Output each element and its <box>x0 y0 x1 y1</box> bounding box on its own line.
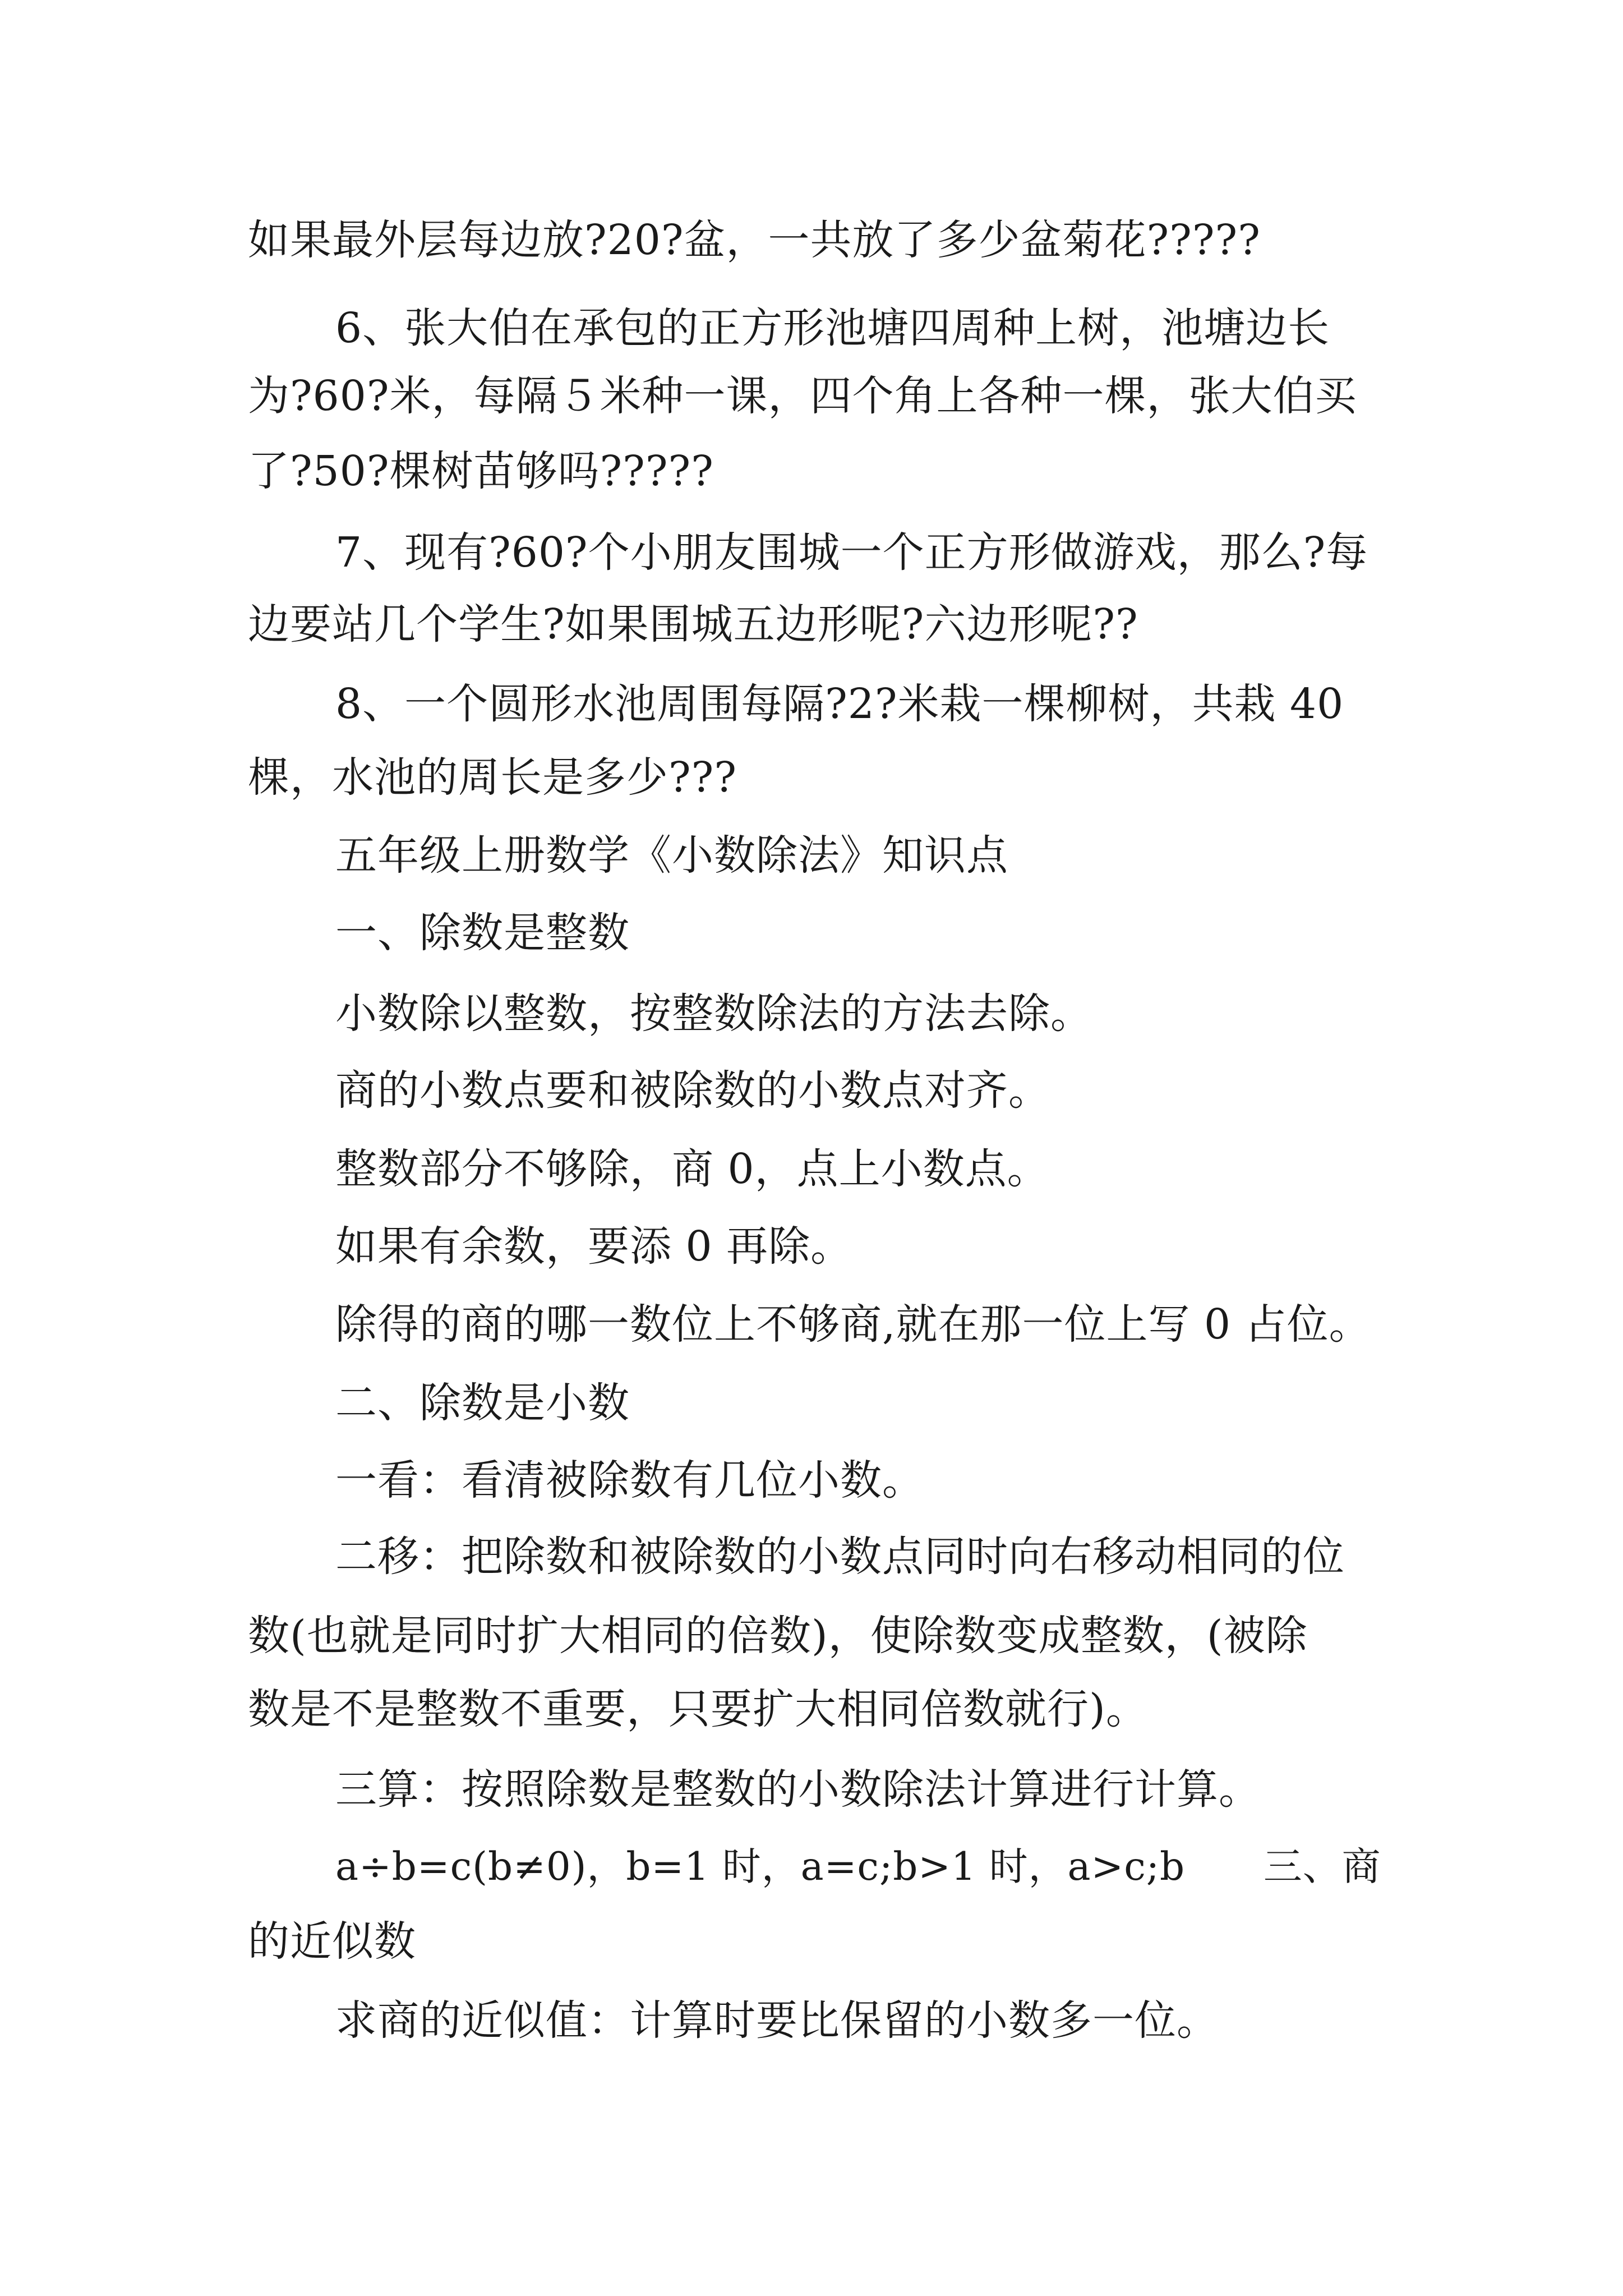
paragraph-line: 如果最外层每边放?20?盆，一共放了多少盆菊花????? <box>248 216 1261 264</box>
paragraph-line: 求商的近似值：计算时要比保留的小数多一位。 <box>335 1996 1219 2045</box>
paragraph-line: 一看：看清被除数有几位小数。 <box>335 1456 924 1504</box>
paragraph-line: 三算：按照除数是整数的小数除法计算进行计算。 <box>335 1765 1261 1814</box>
paragraph-line: 除得的商的哪一数位上不够商,就在那一位上写 0 占位。 <box>335 1300 1371 1349</box>
section-heading: 二、除数是小数 <box>335 1379 630 1427</box>
paragraph-line: 边要站几个学生?如果围城五边形呢?六边形呢?? <box>248 600 1138 648</box>
paragraph-line: 的近似数 <box>248 1917 416 1966</box>
paragraph-line: 了?50?棵树苗够吗????? <box>248 447 714 495</box>
section-heading: 一、除数是整数 <box>335 909 630 957</box>
paragraph-line: 数是不是整数不重要，只要扩大相同倍数就行)。 <box>248 1685 1148 1733</box>
paragraph-line: 为?60?米，每隔５米种一课，四个角上各种一棵，张大伯买 <box>248 372 1357 420</box>
paragraph-line: 棵，水池的周长是多少??? <box>248 753 737 802</box>
paragraph-line: 6、张大伯在承包的正方形池塘四周种上树，池塘边长 <box>335 304 1330 352</box>
paragraph-line: 7、现有?60?个小朋友围城一个正方形做游戏，那么?每 <box>335 528 1368 577</box>
paragraph-line: 小数除以整数，按整数除法的方法去除。 <box>335 990 1092 1038</box>
paragraph-line: 整数部分不够除，商 0，点上小数点。 <box>335 1145 1049 1193</box>
paragraph-line: 商的小数点要和被除数的小数点对齐。 <box>335 1066 1050 1115</box>
section-title: 五年级上册数学《小数除法》知识点 <box>335 831 1008 880</box>
paragraph-line: 数(也就是同时扩大相同的倍数)，使除数变成整数，(被除 <box>248 1612 1308 1660</box>
paragraph-line: 如果有余数，要添 0 再除。 <box>335 1222 853 1271</box>
paragraph-line: a÷b=c(b≠0)，b=1 时，a=c;b>1 时，a>c;b 三、商 <box>335 1844 1381 1889</box>
paragraph-line: 二移：把除数和被除数的小数点同时向右移动相同的位 <box>335 1533 1345 1581</box>
paragraph-line: 8、一个圆形水池周围每隔?2?米栽一棵柳树，共栽 40 <box>335 680 1344 728</box>
